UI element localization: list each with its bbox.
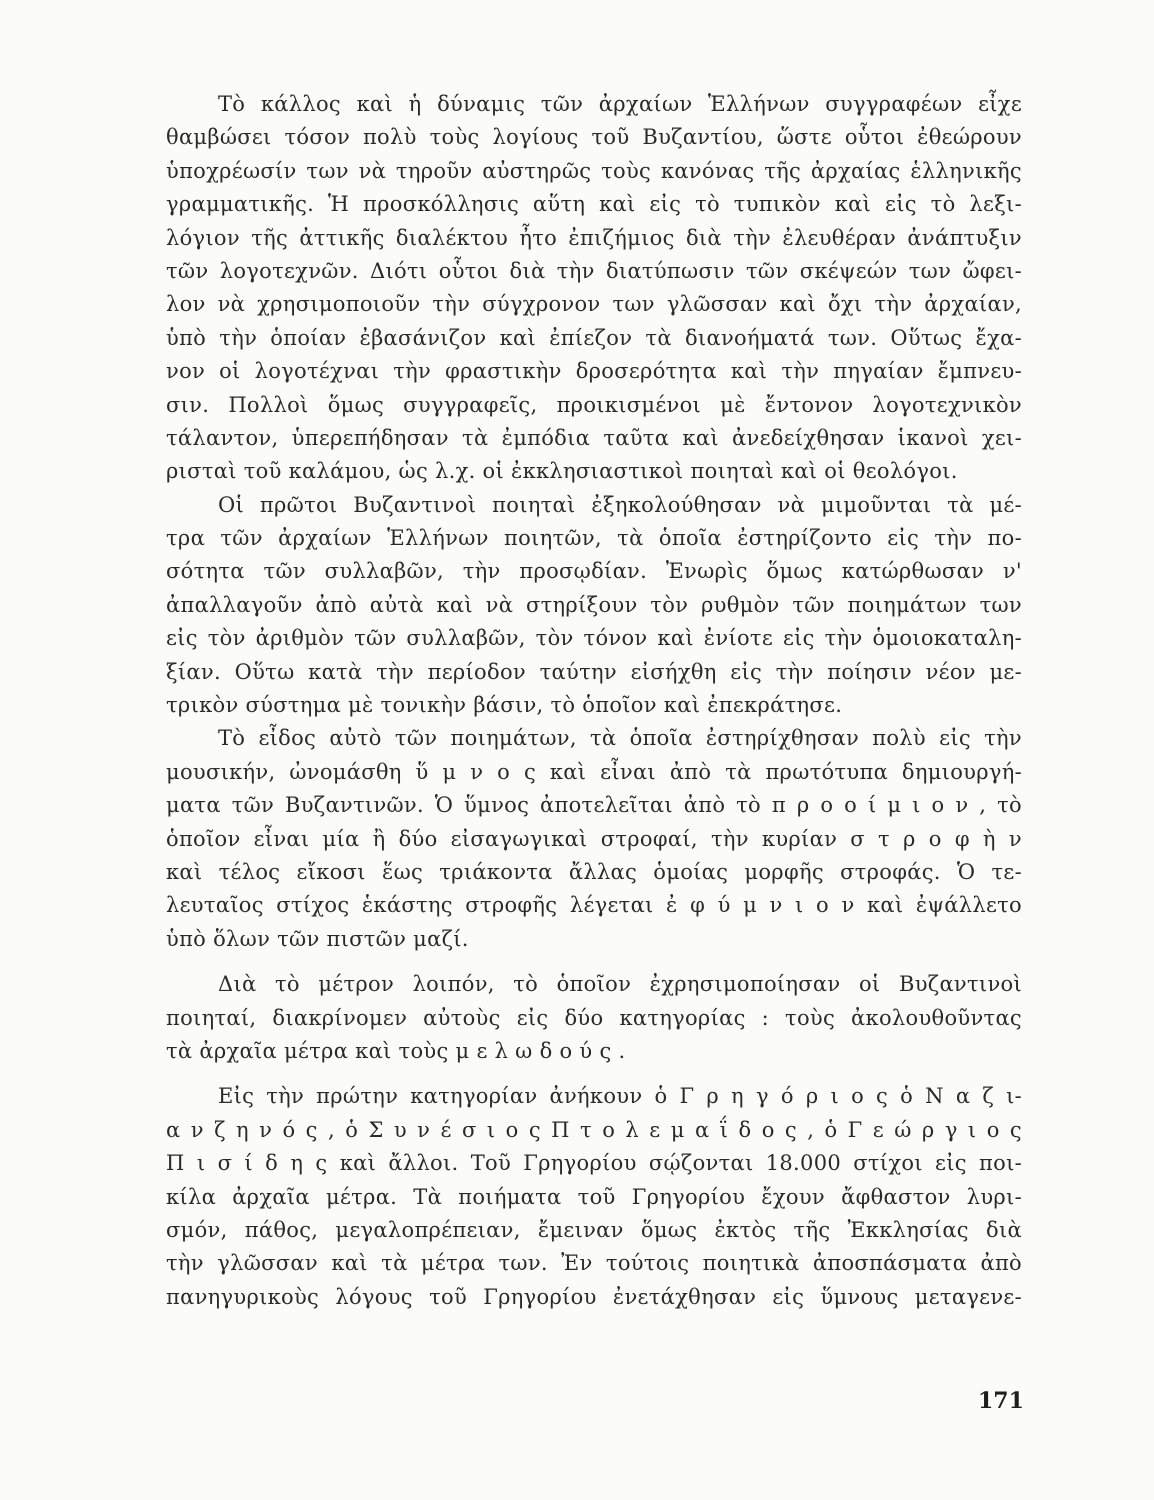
text-line: γραμματικῆς. Ἡ προσκόλλησις αὕτη καὶ εἰς τὸ τυπικὸν καὶ εἰς τὸ λεξι-	[166, 192, 1022, 217]
text-line: Οἱ πρῶτοι Βυζαντινοὶ ποιηταὶ ἐξηκολούθησαν νὰ μιμοῦνται τὰ μέ-	[218, 492, 1022, 517]
text-line: σιν. Πολλοὶ ὅμως συγγραφεῖς, προικισμένοι μὲ ἔντονον λογοτεχνικὸν	[166, 392, 1022, 417]
text-line: τάλαντον, ὑπερεπήδησαν τὰ ἐμπόδια ταῦτα καὶ ἀνεδείχθησαν ἱκανοὶ χει-	[166, 425, 1022, 450]
text-line: ὑπὸ τὴν ὁποίαν ἐβασάνιζον καὶ ἐπίεζον τὰ διανοήματά των. Οὕτως ἔχα-	[166, 325, 1022, 350]
text-line: τρικὸν σύστημα μὲ τονικὴν βάσιν, τὸ ὁποῖον καὶ ἐπεκράτησε.	[166, 693, 843, 718]
text-line: α ν ζ η ν ό ς , ὁ Σ υ ν έ σ ι ο ς Π τ ο λ ε μ α ΐ δ ο ς , ὁ Γ ε ώ ρ γ ι ο ς	[166, 1117, 1022, 1142]
body-text	[166, 88, 1022, 1314]
text-line: λόγιον τῆς ἀττικῆς διαλέκτου ἦτο ἐπιζήμιος διὰ τὴν ἐλευθέραν ἀνάπτυξιν	[166, 225, 1022, 250]
text-line: λευταῖος στίχος ἑκάστης στροφῆς λέγεται ἐ φ ύ μ ν ι ο ν καὶ ἐψάλλετο	[166, 893, 1022, 918]
text-line: κίλα ἀρχαῖα μέτρα. Τὰ ποιήματα τοῦ Γρηγορίου ἔχουν ἄφθαστον λυρι-	[166, 1184, 1022, 1209]
paragraph	[166, 1080, 1022, 1314]
text-line: τῶν λογοτεχνῶν. Διότι οὗτοι διὰ τὴν διατύπωσιν τῶν σκέψεών των ὤφει-	[166, 258, 1022, 283]
text-line: θαμβώσει τόσον πολὺ τοὺς λογίους τοῦ Βυζαντίου, ὥστε οὗτοι ἐθεώρουν	[166, 125, 1022, 150]
text-line: Εἰς τὴν πρώτην κατηγορίαν ἀνήκουν ὁ Γ ρ η γ ό ρ ι ο ς ὁ Ν α ζ ι-	[218, 1084, 1022, 1109]
page-number: 171	[978, 1388, 1024, 1414]
text-line: μουσικήν, ὠνομάσθη ὕ μ ν ο ς καὶ εἶναι ἀπὸ τὰ πρωτότυπα δημιουργή-	[166, 759, 1022, 784]
text-line: λον νὰ χρησιμοποιοῦν τὴν σύγχρονον των γλῶσσαν καὶ ὄχι τὴν ἀρχαίαν,	[166, 292, 1022, 317]
paragraph	[166, 968, 1022, 1068]
text-line: εἰς τὸν ἀριθμὸν τῶν συλλαβῶν, τὸν τόνον καὶ ἐνίοτε εἰς τὴν ὁμοιοκαταλη-	[166, 626, 1022, 651]
text-line: ματα τῶν Βυζαντινῶν. Ὁ ὕμνος ἀποτελεῖται ἀπὸ τὸ π ρ ο ο ί μ ι ο ν , τὸ	[166, 793, 1022, 818]
paragraph	[166, 88, 1022, 489]
text-line: σότητα τῶν συλλαβῶν, τὴν προσῳδίαν. Ἐνωρὶς ὅμως κατώρθωσαν ν'	[166, 559, 1022, 584]
text-line: ἀπαλλαγοῦν ἀπὸ αὐτὰ καὶ νὰ στηρίξουν τὸν ρυθμὸν τῶν ποιημάτων των	[166, 592, 1022, 617]
text-line: ὑποχρέωσίν των νὰ τηροῦν αὐστηρῶς τοὺς κανόνας τῆς ἀρχαίας ἑλληνικῆς	[166, 158, 1022, 183]
text-line: Τὸ εἶδος αὐτὸ τῶν ποιημάτων, τὰ ὁποῖα ἐστηρίχθησαν πολὺ εἰς τὴν	[218, 726, 1022, 751]
text-line: ρισταὶ τοῦ καλάμου, ὡς λ.χ. οἱ ἐκκλησιαστικοὶ ποιηταὶ καὶ οἱ θεολόγοι.	[166, 459, 958, 484]
text-line: σμόν, πάθος, μεγαλοπρέπειαν, ἔμειναν ὅμως ἐκτὸς τῆς Ἐκκλησίας διὰ	[166, 1217, 1022, 1242]
text-line: ὁποῖον εἶναι μία ἢ δύο εἰσαγωγικαὶ στροφαί, τὴν κυρίαν σ τ ρ ο φ ὴ ν	[166, 826, 1022, 851]
text-line: τρα τῶν ἀρχαίων Ἑλλήνων ποιητῶν, τὰ ὁποῖα ἐστηρίζοντο εἰς τὴν πο-	[166, 526, 1022, 551]
text-line: Διὰ τὸ μέτρον λοιπόν, τὸ ὁποῖον ἐχρησιμοποίησαν οἱ Βυζαντινοὶ	[218, 972, 1022, 997]
text-line: Τὸ κάλλος καὶ ἡ δύναμις τῶν ἀρχαίων Ἑλλήνων συγγραφέων εἶχε	[218, 92, 1022, 116]
paragraph	[166, 722, 1022, 956]
text-line: τὰ ἀρχαῖα μέτρα καὶ τοὺς μ ε λ ω δ ο ύ ς .	[166, 1038, 626, 1063]
text-line: νον οἱ λογοτέχναι τὴν φραστικὴν δροσερότητα καὶ τὴν πηγαίαν ἔμπνευ-	[166, 359, 1022, 384]
paragraph	[166, 489, 1022, 723]
text-line: ὑπὸ ὅλων τῶν πιστῶν μαζί.	[166, 926, 469, 951]
text-line: τὴν γλῶσσαν καὶ τὰ μέτρα των. Ἐν τούτοις ποιητικὰ ἀποσπάσματα ἀπὸ	[166, 1251, 1022, 1276]
text-line: ποιηταί, διακρίνομεν αὐτοὺς εἰς δύο κατηγορίας : τοὺς ἀκολουθοῦντας	[166, 1005, 1022, 1030]
text-line: Π ι σ ί δ η ς καὶ ἄλλοι. Τοῦ Γρηγορίου σῴζονται 18.000 στίχοι εἰς ποι-	[166, 1151, 1022, 1176]
text-line: καὶ τέλος εἴκοσι ἕως τριάκοντα ἄλλας ὁμοίας μορφῆς στροφάς. Ὁ τε-	[166, 859, 1022, 884]
text-line: ξίαν. Οὕτω κατὰ τὴν περίοδον ταύτην εἰσήχθη εἰς τὴν ποίησιν νέον με-	[166, 659, 1022, 684]
text-line: πανηγυρικοὺς λόγους τοῦ Γρηγορίου ἐνετάχθησαν εἰς ὕμνους μεταγενε-	[166, 1284, 1022, 1309]
